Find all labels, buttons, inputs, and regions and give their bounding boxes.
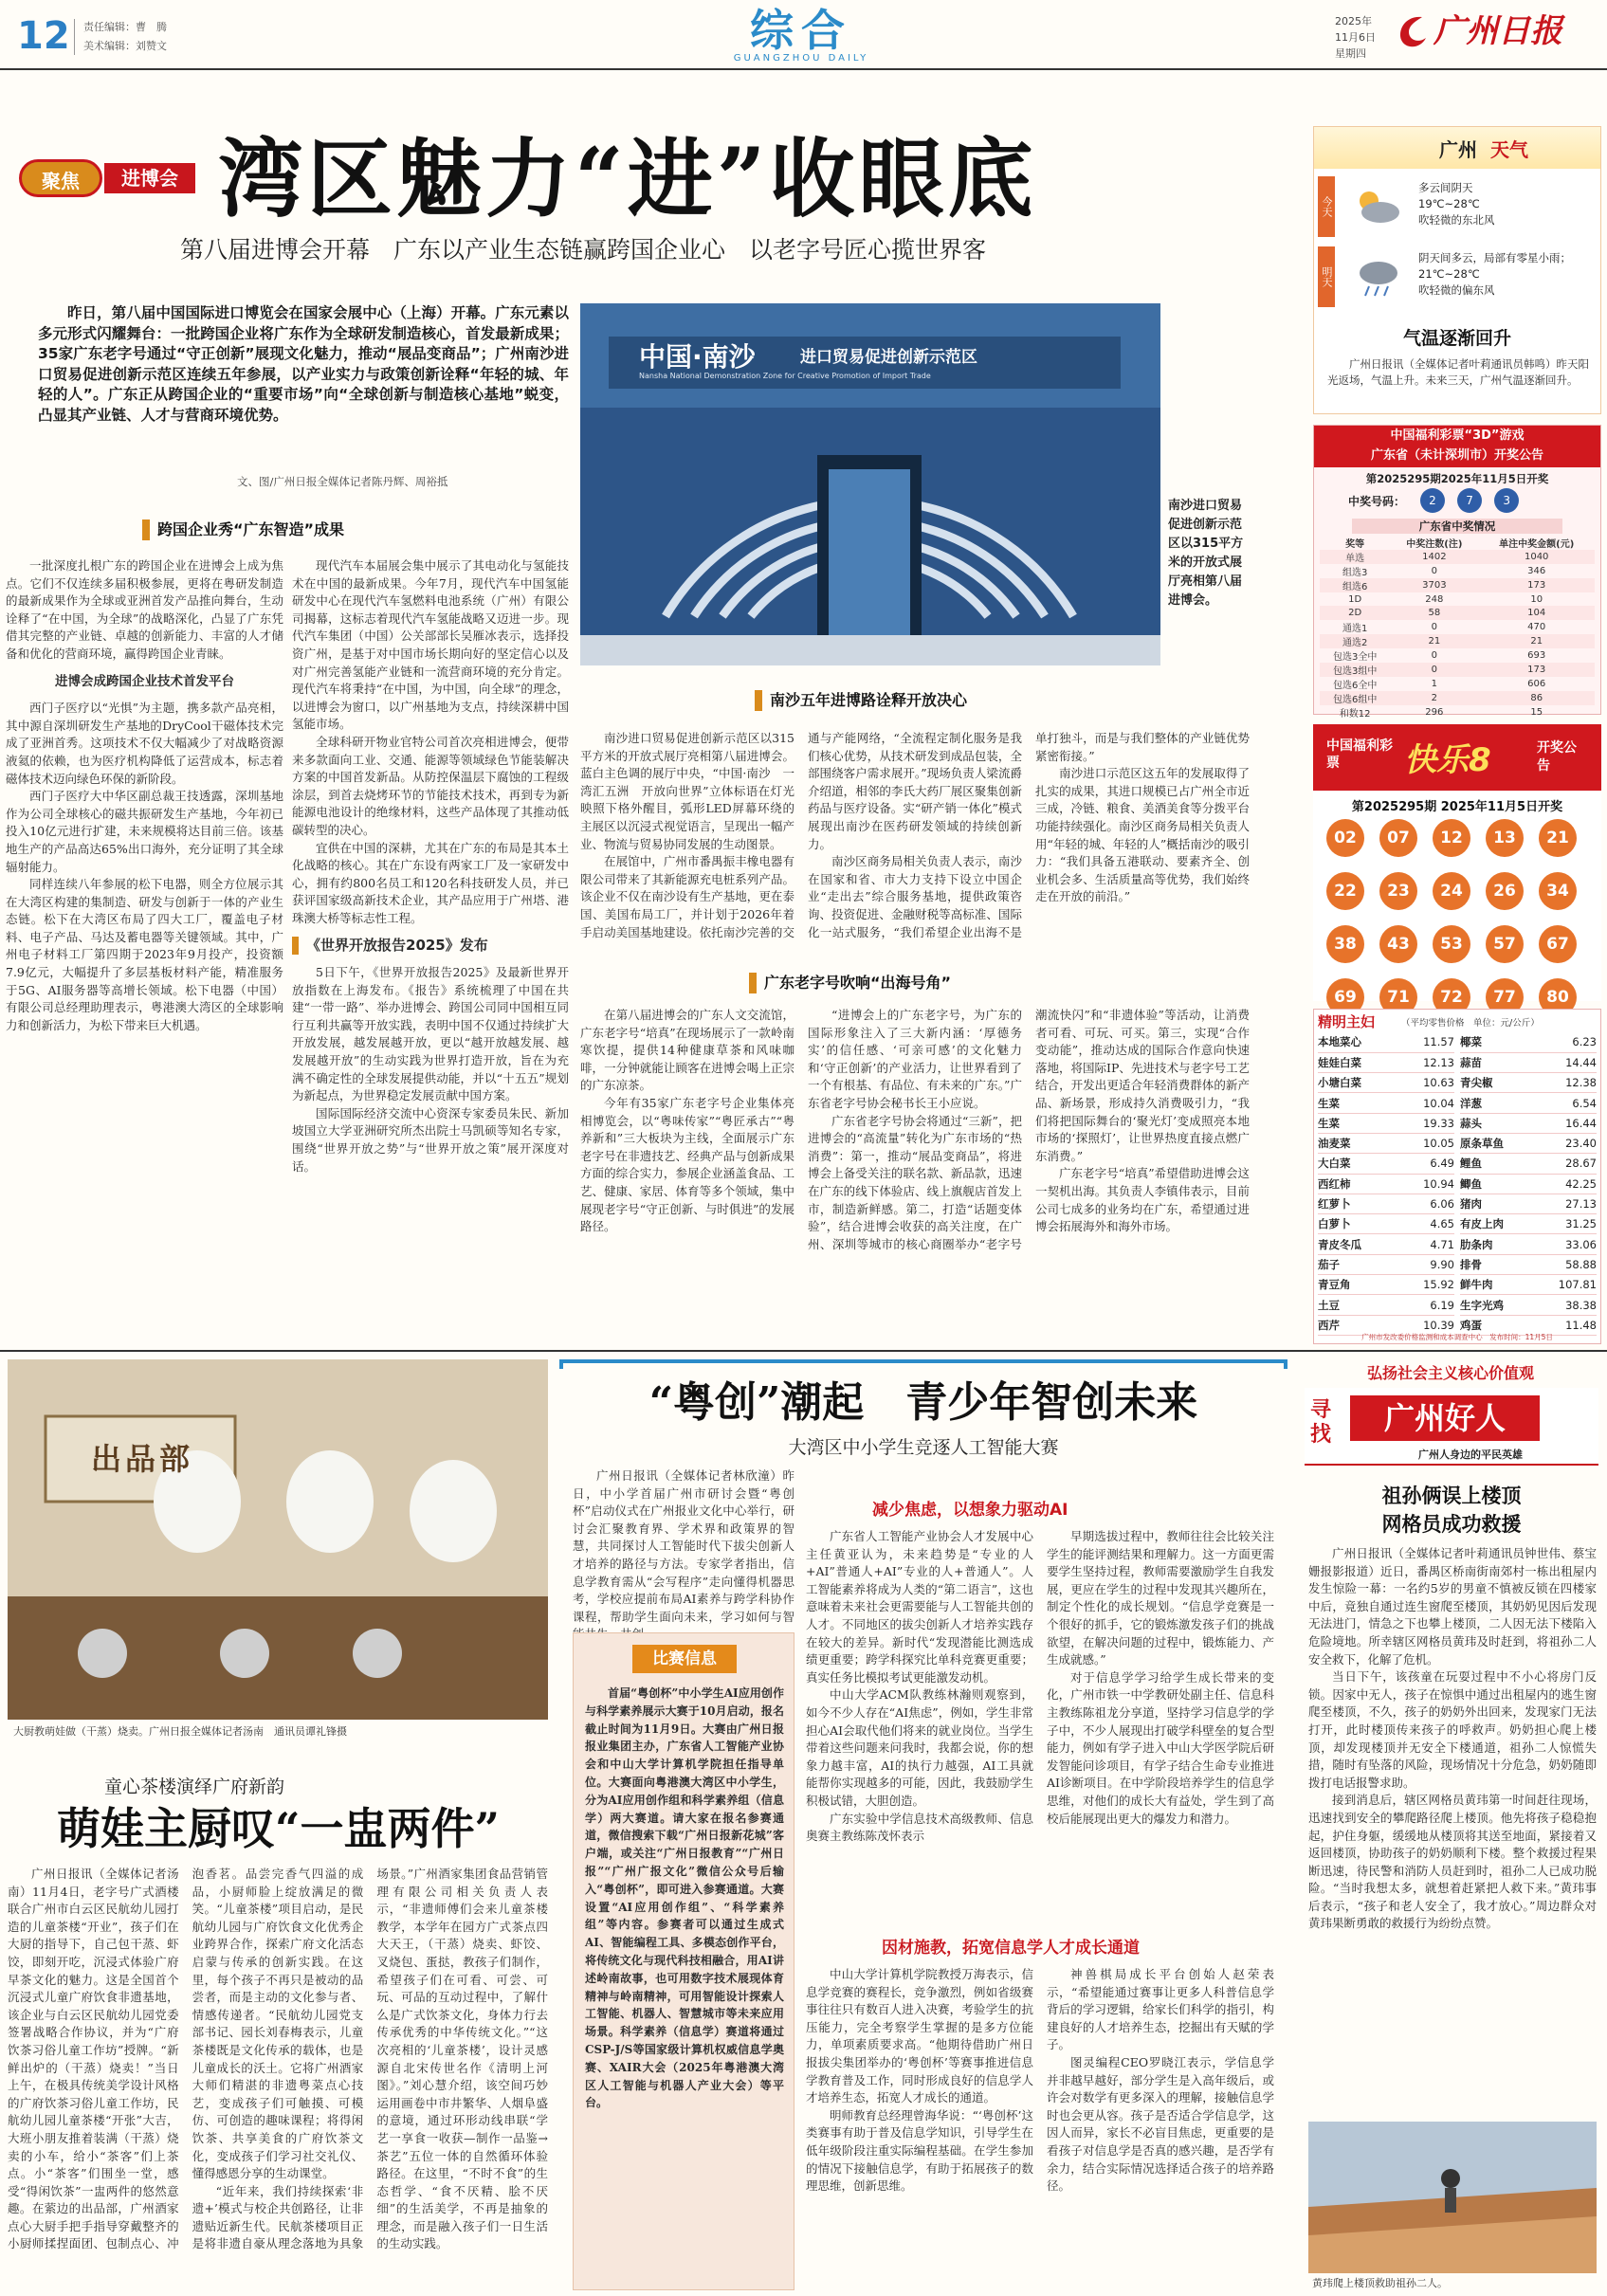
date-line-2: 11月6日 bbox=[1335, 31, 1376, 44]
veg-price-row bbox=[1460, 1214, 1597, 1234]
ai-sub2: 因材施教，拓宽信息学人才成长通道 bbox=[882, 1939, 1140, 1958]
veg-price-box bbox=[1313, 1009, 1601, 1344]
veg-price-source: 广州市发改委价格监测和成本调查中心 发布时间：11月5日 bbox=[1361, 1333, 1553, 1341]
goodman-tagline: 广州人身边的平民英雄 bbox=[1418, 1449, 1523, 1461]
veg-price: 6.19 bbox=[1397, 1295, 1454, 1315]
lottery-3d-label: 中奖号码： bbox=[1348, 495, 1406, 508]
lottery-3d-issue: 第2025295期2025年11月5日开奖 bbox=[1365, 472, 1549, 485]
veg-price-row bbox=[1460, 1275, 1597, 1295]
rooftop-rescue-photo bbox=[1308, 2122, 1597, 2273]
ai-p5: 中山大学ACM队教练林瀚则观察到，如今不少人存在“AI焦虑”，例如，学生非常担心AI会取代他们将来的就业岗位。当学生带着这些问题来问我时，我都会说，你的想象力越丰富，AI的执行力越强，AI工具就能帮你实现越多的可能，因此，我鼓励学生积极试错，大胆创造。 bbox=[806, 1687, 1033, 1808]
veg-name: 青皮冬瓜 bbox=[1318, 1234, 1397, 1254]
veg-name: 红萝卜 bbox=[1318, 1194, 1397, 1213]
veg-price-row bbox=[1460, 1133, 1597, 1153]
lottery-3d-cell: 包选3组中 bbox=[1332, 665, 1378, 677]
kl8-ball: 13 bbox=[1486, 819, 1524, 857]
goodman-brand-box bbox=[1305, 1388, 1598, 1466]
lottery-3d bbox=[1313, 425, 1601, 720]
weather-title-bar bbox=[1314, 127, 1600, 169]
kl8-ball: 69 bbox=[1326, 978, 1364, 1016]
veg-name: 大白菜 bbox=[1318, 1154, 1397, 1174]
veg-price-row bbox=[1318, 1133, 1454, 1153]
lottery-3d-cell: 0 bbox=[1431, 566, 1438, 576]
kl8-ball: 22 bbox=[1326, 872, 1364, 910]
veg-name: 洋葱 bbox=[1460, 1093, 1533, 1113]
photo-sign-en: Nansha National Demonstration Zone for Creative Promotion of Import Trade bbox=[639, 372, 931, 380]
veg-name: 白萝卜 bbox=[1318, 1214, 1397, 1234]
lead-tag-focus: 聚焦 bbox=[19, 159, 102, 197]
date-line-3: 星期四 bbox=[1335, 47, 1366, 60]
kl8-ball: 43 bbox=[1379, 925, 1417, 963]
designer-credit: 美术编辑：刘赞文 bbox=[83, 40, 167, 52]
veg-price-row bbox=[1318, 1154, 1454, 1174]
lottery-3d-cell: 470 bbox=[1527, 621, 1546, 632]
lead-intro: 昨日，第八届中国国际进口博览会在国家会展中心（上海）开幕。广东元素以多元形式闪耀舞台：一批跨国企业将广东作为全球研发制造核心，首发最新成果；35家广东老字号通过“守正创新”展现文化魅力，推动“展品变商品”；广州南沙进口贸易促进创新示范区连续五年参展，以产业实力与政策创新诠释“年轻的城、年轻的人”。广东正从跨国企业的“重要市场”向“全球创新与制造核心基地”蜕变，凸显其产业链、人才与营商环境优势。 bbox=[38, 304, 569, 424]
ai-headline: “粤创”潮起 青少年智创未来 bbox=[648, 1378, 1198, 1427]
ai-p10: 图灵编程CEO罗晓江表示，学信息学并非越早越好，部分学生是入高年级后，或许会对数学有更多深入的理解，接触信息学时也会更从容。孩子是否适合学信息学，这因人而异，家长不必盲目焦虑，更重要的是看孩子对信息学是否真的感兴趣，是否学有余力，结合实际情况选择适合孩子的培养路径。 bbox=[1047, 2054, 1274, 2194]
s3-title: 广东老字号吹响“出海号角” bbox=[749, 973, 951, 993]
veg-price-row bbox=[1318, 1214, 1454, 1234]
goodman-headline-2: 网格员成功救援 bbox=[1381, 1512, 1522, 1536]
s2-columns bbox=[580, 730, 1250, 967]
veg-price: 10.94 bbox=[1397, 1174, 1454, 1194]
veg-price-row bbox=[1318, 1174, 1454, 1194]
veg-price-row bbox=[1460, 1093, 1597, 1113]
veg-price-row bbox=[1460, 1052, 1597, 1072]
veg-price: 12.13 bbox=[1397, 1052, 1454, 1072]
s1-column-b bbox=[292, 557, 569, 1344]
s1-p7: 宜供在中国的深耕，尤其在广东的布局是其本土化战略的核心。其在广东设有两家工厂及一家研发中心，拥有约800名员工和120名科技研发人员，并已获评国家级高新技术企业，其产品应用于广州塔、港珠澳大桥等标志性工程。 bbox=[292, 840, 569, 925]
veg-name: 鸡蛋 bbox=[1460, 1315, 1533, 1335]
lottery-3d-cell: 173 bbox=[1527, 580, 1546, 591]
kl8-ball: 26 bbox=[1486, 872, 1524, 910]
s3-p2: 今年有35家广东老字号企业集体亮相博览会，以“粤味传家”“粤匠承古”“粤养新和”三大板块为主线，全面展示广东老字号在非遗技艺、经典产品与创新成果方面的综合实力，参展企业涵盖食品、工艺、健康、家居、体育等多个领域，集中展现老字号“守正创新、与时俱进”的发展路径。 bbox=[580, 1095, 794, 1234]
veg-price-title: 精明主妇 bbox=[1318, 1013, 1376, 1030]
veg-name: 肋条肉 bbox=[1460, 1234, 1533, 1254]
kl8-ball: 24 bbox=[1433, 872, 1470, 910]
weather-today-label: 今天 bbox=[1318, 176, 1335, 237]
lottery-3d-cell: 单选 bbox=[1345, 554, 1365, 564]
rooftop-photo-caption: 黄玮爬上楼顶救助祖孙二人。 bbox=[1312, 2277, 1448, 2289]
lottery-3d-cell: 组选3 bbox=[1342, 568, 1368, 578]
veg-price-row bbox=[1318, 1093, 1454, 1113]
kl8-ball: 80 bbox=[1539, 978, 1577, 1016]
veg-price: 38.38 bbox=[1533, 1295, 1597, 1315]
s2-p3: 南沙区商务局相关负责人表示，南沙在国家和省、市大力支持下设立中国企业“走出去”综合服务基地，提供政策咨询、投资促进、金融财税等高标准、国际化一站式服务，“我们希望企业出海不是单打独斗，而是与我们整体的产业链优势紧密衔接。” bbox=[808, 731, 1250, 939]
veg-price-row bbox=[1318, 1073, 1454, 1093]
s1-column-a bbox=[6, 557, 283, 1344]
lottery-3d-cell: 86 bbox=[1530, 692, 1543, 703]
veg-price: 6.06 bbox=[1397, 1194, 1454, 1213]
lottery-3d-table-title: 广东省中奖情况 bbox=[1352, 519, 1562, 534]
masthead-rule bbox=[0, 68, 1607, 70]
veg-price-right bbox=[1460, 1032, 1597, 1336]
photo-sign-chupinbu: 出品部 bbox=[91, 1441, 194, 1477]
page-number: 12 bbox=[17, 14, 70, 58]
chef-photo-caption: 大厨教萌娃做（干蒸）烧卖。广州日报全媒体记者汤南 通讯员谭礼锋摄 bbox=[13, 1725, 347, 1738]
veg-name: 蒜苗 bbox=[1460, 1052, 1533, 1072]
weather-today-desc: 多云间阴天 19℃~28℃ 吹轻微的东北风 bbox=[1418, 181, 1495, 227]
veg-price: 11.48 bbox=[1533, 1315, 1597, 1335]
veg-price-row bbox=[1460, 1234, 1597, 1254]
lottery-3d-number: 3 bbox=[1494, 488, 1519, 513]
veg-price-row bbox=[1318, 1032, 1454, 1052]
ai-frame-top bbox=[559, 1359, 1287, 1369]
lottery-3d-cell: 1D bbox=[1348, 593, 1362, 605]
lottery-3d-row bbox=[1320, 648, 1595, 663]
veg-price: 4.71 bbox=[1397, 1234, 1454, 1254]
veg-name: 蒜头 bbox=[1460, 1113, 1533, 1133]
veg-price-row bbox=[1460, 1194, 1597, 1213]
lottery-3d-cell: 包选6组中 bbox=[1332, 694, 1378, 705]
veg-name: 茄子 bbox=[1318, 1254, 1397, 1274]
kl8-box bbox=[1313, 724, 1601, 1007]
lottery-3d-cell: 3703 bbox=[1422, 580, 1447, 591]
kl8-ball: 77 bbox=[1486, 978, 1524, 1016]
lottery-3d-number: 7 bbox=[1457, 488, 1482, 513]
goodman-text bbox=[1308, 1545, 1597, 2118]
kl8-ball: 72 bbox=[1433, 978, 1470, 1016]
veg-price: 4.65 bbox=[1397, 1214, 1454, 1234]
lead-tag-expo: 进博会 bbox=[104, 163, 195, 193]
weather-text: 广州日报讯（全媒体记者叶莉通讯员韩鸣）昨天阳光返场，气温上升。未来三天，广州气温逐渐回升。 bbox=[1327, 357, 1589, 387]
kl8-org: 中国福利彩票 bbox=[1326, 738, 1393, 771]
s1-title: 跨国企业秀“广东智造”成果 bbox=[142, 519, 344, 540]
lottery-3d-cell: 0 bbox=[1431, 664, 1438, 675]
weather-box bbox=[1313, 126, 1601, 414]
ai-p6: 广东实验中学信息技术高级教师、信息奥赛主教练陈茂怀表示 bbox=[806, 1811, 1033, 1844]
veg-name: 生菜 bbox=[1318, 1093, 1397, 1113]
lottery-3d-header-cell: 单注中奖金额(元) bbox=[1499, 539, 1575, 550]
lottery-3d-row bbox=[1320, 550, 1595, 564]
s1-p8: 5日下午，《世界开放报告2025》及最新世界开放指数在上海发布。《报告》系统梳理了中国在共建“一带一路”、举办进博会、跨国公司同中国相互同行互利共赢等开放实践，表明中国不仅通过持续扩大开放发展，越发展越开放，更以“越开放越发展、越发展越开放”的生动实践为世界打造开放，旨在为充满不确定性的全球发展提供动能，并以“十五五”规划为新起点，为世界稳定发展贡献中国方案。 bbox=[292, 965, 569, 1103]
lottery-3d-cell: 2D bbox=[1348, 607, 1362, 618]
veg-price: 58.88 bbox=[1533, 1254, 1597, 1274]
chef-columns bbox=[8, 1866, 548, 2290]
lottery-3d-cell: 通选1 bbox=[1342, 623, 1368, 634]
veg-price: 19.33 bbox=[1397, 1113, 1454, 1133]
section-divider bbox=[0, 1350, 1607, 1352]
veg-price-row bbox=[1460, 1295, 1597, 1315]
goodman-headline-1: 祖孙俩误上楼顶 bbox=[1381, 1484, 1522, 1507]
kl8-issue: 第2025295期 2025年11月5日开奖 bbox=[1351, 800, 1563, 814]
kl8-ball: 23 bbox=[1379, 872, 1417, 910]
lottery-3d-cell: 1402 bbox=[1422, 552, 1447, 562]
veg-price-row bbox=[1318, 1052, 1454, 1072]
lottery-3d-header-cell: 中奖注数(注) bbox=[1406, 539, 1463, 550]
lottery-3d-cell: 21 bbox=[1428, 635, 1441, 647]
ai-col-d bbox=[806, 1966, 1033, 2290]
veg-price-right-rows bbox=[1460, 1032, 1597, 1335]
kl8-ball: 12 bbox=[1433, 819, 1470, 857]
ai-subhead: 大湾区中小学生竞逐人工智能大赛 bbox=[788, 1437, 1059, 1458]
veg-name: 鲜牛肉 bbox=[1460, 1275, 1533, 1295]
veg-price: 23.40 bbox=[1533, 1133, 1597, 1153]
veg-price: 33.06 bbox=[1533, 1234, 1597, 1254]
kl8-ball: 57 bbox=[1486, 925, 1524, 963]
lottery-3d-title2: 广东省（未计深圳市）开奖公告 bbox=[1370, 448, 1543, 463]
lottery-3d-row bbox=[1320, 705, 1595, 720]
lottery-3d-header bbox=[1314, 426, 1600, 467]
veg-price-row bbox=[1318, 1275, 1454, 1295]
lottery-3d-row bbox=[1320, 578, 1595, 592]
weather-headline: 气温逐渐回升 bbox=[1402, 328, 1511, 349]
veg-price-row bbox=[1318, 1234, 1454, 1254]
ai-p8: 明师教育总经理曾海华说：“‘粤创杯’这类赛事有助于普及信息学知识，引导学生在低年级阶段注重实际编程基础。在学生参加的情况下接触信息学，有助于拓展孩子的数理思维，创新思维。 bbox=[806, 2107, 1033, 2194]
masthead-divider bbox=[74, 19, 75, 55]
lottery-3d-cell: 0 bbox=[1431, 621, 1438, 632]
veg-name: 原条草鱼 bbox=[1460, 1133, 1533, 1153]
lottery-3d-cell: 包选3全中 bbox=[1332, 651, 1378, 663]
lottery-3d-cell: 0 bbox=[1431, 649, 1438, 661]
veg-name: 小塘白菜 bbox=[1318, 1073, 1397, 1093]
ai-p7: 中山大学计算机学院教授万海表示，信息学竞赛的赛程长，竞争激烈，例如省级赛事往往只有数百人进入决赛，考验学生的抗压能力，完全考察学生掌握的是多方位能力，单项素质要求高。“他期待借助广州日报拔尖集团举办的‘粤创杯’等赛事推进信息学教育普及工作，同时形成良好的信息学人才培养生态，拓宽人才成长的通道。 bbox=[806, 1967, 1033, 2105]
lottery-3d-cell: 1040 bbox=[1524, 552, 1549, 562]
goodman-brand: 广州好人 bbox=[1350, 1395, 1540, 1441]
s3-columns bbox=[580, 1007, 1250, 1344]
lottery-3d-table bbox=[1320, 536, 1595, 720]
veg-price-row bbox=[1318, 1194, 1454, 1213]
nansha-pavilion-photo bbox=[580, 303, 1160, 665]
lead-tag bbox=[19, 159, 199, 197]
competition-text: 首届“粤创杯”中小学生AI应用创作与科学素养展示大赛于10月启动，报名截止时间为11月9日。大赛由广州日报报业集团主办，广东省人工智能产业协会和中山大学计算机学院担任指导单位。大赛面向粤港澳大湾区中小学生，分为AI应用创作组和科学素养组（信息学）两大赛道。请大家在报名参赛通道，微信搜索下载“广州日报新花城”客户端，或关注“广州日报教育”“广州日报”“广州广报文化”微信公众号后输入“粤创杯”，即可进入参赛通道。大赛设置“AI应用创作组”、“科学素养组”等内容。参赛者可以通过生成式AI、智能编程工具、多模态创作平台，将传统文化与现代科技相融合，用AI讲述岭南故事，也可用数字技术展现体育精神与岭南精神，可用智能设计探索人工智能、机器人、智慧城市等未来应用场景。科学素养（信息学）赛道将通过CSP-J/S等国家级计算机权威信息学奥赛、XAIR大会（2025年粤港澳大湾区人工智能与机器人产业大会）等平台。 bbox=[585, 1686, 784, 2110]
lottery-3d-cell: 58 bbox=[1428, 607, 1441, 618]
veg-price: 12.38 bbox=[1533, 1073, 1597, 1093]
lottery-3d-cell: 组选6 bbox=[1342, 582, 1368, 592]
lottery-3d-cell: 通选2 bbox=[1342, 637, 1368, 648]
veg-name: 青豆角 bbox=[1318, 1275, 1397, 1295]
veg-price: 31.25 bbox=[1533, 1214, 1597, 1234]
goodman-banner: 弘扬社会主义核心价值观 bbox=[1366, 1364, 1534, 1382]
kl8-banner bbox=[1313, 724, 1601, 791]
veg-price-row bbox=[1460, 1113, 1597, 1133]
lottery-3d-cell: 2 bbox=[1431, 692, 1438, 703]
s2-p1: 南沙进口贸易促进创新示范区以315平方米的开放式展厅亮相第八届进博会。蓝白主色调的展厅中央，“中国·南沙 一湾汇五洲 开放向世界”立体标语在灯光映照下格外醒目，弧形LED屏幕环绕的主展区以沉浸式视觉语言，呈现出一幅产业、物流与贸易协同发展的生动图景。 bbox=[580, 731, 794, 851]
lottery-3d-cell: 1 bbox=[1431, 678, 1438, 689]
veg-price: 16.44 bbox=[1533, 1113, 1597, 1133]
kl8-ball: 07 bbox=[1379, 819, 1417, 857]
lottery-3d-numbers bbox=[1420, 488, 1534, 513]
veg-price: 11.57 bbox=[1397, 1032, 1454, 1052]
ai-p2: 广东省人工智能产业协会人才发展中心主任黄亚认为，未来趋势是“专业的人+AI”普通人+AI”专业的人+普通人”。人工智能素养将成为人类的“第二语言”，这也意味着未来社会更需要能与人工智能共创的人才。不同地区的拔尖创新人才培养实践存在较大的差异。新时代“发现潜能比测选成绩更重要；跨学科探究比单科竞赛更重要；真实任务比模拟考试更能激发动机。 bbox=[806, 1529, 1033, 1685]
veg-price-row bbox=[1460, 1154, 1597, 1174]
editor-credit: 责任编辑：曹 腾 bbox=[83, 21, 167, 33]
veg-price: 10.63 bbox=[1397, 1073, 1454, 1093]
veg-name: 油麦菜 bbox=[1318, 1133, 1397, 1153]
ai-p3: 早期选拔过程中，教师往往会比较关注学生的能评测结果和理解力。这一方面更需要学生坚持过程，教师需要激励学生自我发展，更应在学生的过程中发现其兴趣所在，制定个性化的成长规划。“信息学竞赛是一个很好的抓手，它的锻炼激发孩子们的挑战欲望，在解决问题的过程中，锻炼能力、产生成就感。” bbox=[1047, 1529, 1274, 1667]
lead-byline: 文、图/广州日报全媒体记者陈丹辉、周裕抵 bbox=[237, 475, 448, 488]
section-title: 综合 bbox=[750, 5, 852, 56]
lottery-3d-cell: 15 bbox=[1530, 706, 1543, 718]
lottery-3d-row bbox=[1320, 620, 1595, 634]
s2-p2: 在展馆中，广州市番禺振丰橡电器有限公司带来了其新能源充电桩系列产品。该企业不仅在南沙设有生产基地，更在泰国、美国布局工厂，并计划于2026年着手启动美国基地建设。依托南沙完善的交通与产能网络，“全流程定制化服务是我们核心优势，从技术研发到成品包装，全部围绕客户需求展开。”现场负责人梁流爵介绍道，相邻的李氏大药厂展区聚集创新药品与医疗设备。实“研产销一体化”模式展现出南沙在医药研发领域的持续创新力。 bbox=[580, 731, 1022, 939]
s1-p6: 全球科研开物业官特公司首次亮相进博会，便带来多款面向工业、交通、能源等领域绿色节能装解决方案的中国首发新品。从防控保温层下腐蚀的工程级涂层，到首去烧烤环节的节能技术技术，再到专为新能源电池设计的绝缘材料，这些产品体现了其推动低碳转型的决心。 bbox=[292, 734, 569, 837]
s1-h2: 《世界开放报告2025》发布 bbox=[292, 937, 569, 955]
lottery-3d-cell: 和数12 bbox=[1339, 708, 1371, 720]
lottery-3d-cell: 104 bbox=[1527, 607, 1546, 618]
goodman-p1: 广州日报讯（全媒体记者叶莉通讯员钟世伟、蔡宝姗报影报道）近日，番禺区桥南街南郊村一栋出租屋内发生惊险一幕：一名约5岁的男童不慎被反锁在四楼家中后，竟独自通过连生窗爬至楼顶，其奶奶见因后发现无法进门，情急之下也攀上楼顶，二人因无法下楼陷入危险境地。所幸辖区网格员黄玮及时赶到，将祖孙二人安全救下，化解了危机。 bbox=[1308, 1546, 1597, 1667]
goodman-p2: 当日下午，该孩童在玩耍过程中不小心将房门反锁。因家中无人，孩子在惊惧中通过出租屋内的逃生窗爬至楼顶，不久，孩子的奶奶外出回来，发现家门无法打开，此时楼顶传来孩子的呼救声。奶奶担心爬上楼顶，却发现楼顶并无安全下楼通道，祖孙二人惊慌失措，随时有坠落的风险，现场情况十分危急，奶奶随即拨打电话报警求助。 bbox=[1308, 1669, 1597, 1790]
veg-name: 土豆 bbox=[1318, 1295, 1397, 1315]
veg-price-row bbox=[1460, 1254, 1597, 1274]
lottery-3d-row bbox=[1320, 663, 1595, 677]
veg-name: 鲤鱼 bbox=[1460, 1154, 1533, 1174]
veg-name: 生菜 bbox=[1318, 1113, 1397, 1133]
cloudy-icon bbox=[1352, 188, 1403, 226]
kl8-ball: 34 bbox=[1539, 872, 1577, 910]
lottery-3d-row bbox=[1320, 592, 1595, 606]
competition-box bbox=[573, 1632, 794, 2290]
s1-p3: 西门子医疗大中华区副总裁王技透露，深圳基地作为公司全球核心的磁共振研发生产基地，今年初已投入10亿元进行扩建，未来规模将达目前三倍。该基地生产的产品高达65%出口海外，充分证明了其全球辐射能力。 bbox=[6, 789, 283, 874]
photo-sign-title: 中国·南沙 bbox=[639, 341, 756, 373]
s1-p4: 同样连续八年参展的松下电器，则全方位展示其在大湾区构建的集制造、研发与创新于一体的产业生态链。松下在大湾区布局了四大工厂，覆盖电子材料、电子产品、马达及蓄电器等关键领域。其中，广州电子材料工厂第四期于2023年9月投产，投资额7.9亿元，大幅提升了多层基板材料产能，精准服务于5G、AI服务器等高增长领域。松下电器（中国）有限公司总经理助理表示，粤港澳大湾区的全球影响力和创新活力，为松下带来巨大机遇。 bbox=[6, 877, 283, 1032]
s1-h1: 进博会成跨国企业技术首发平台 bbox=[55, 673, 234, 689]
veg-name: 有皮上肉 bbox=[1460, 1214, 1533, 1234]
lottery-3d-cell: 693 bbox=[1527, 649, 1546, 661]
veg-name: 娃娃白菜 bbox=[1318, 1052, 1397, 1072]
kl8-notice: 开奖公告 bbox=[1537, 740, 1577, 774]
goodman-brand-pre: 寻找 bbox=[1310, 1397, 1332, 1447]
veg-price-row bbox=[1460, 1174, 1597, 1194]
goodman-p3: 接到消息后，辖区网格员黄玮第一时间赶往现场，迅速找到安全的攀爬路径爬上楼顶。他先将孩子稳稳抱起，护住身躯，缓缓地从楼顶将其送至地面，紧接着又返回楼顶，协助孩子的奶奶顺利下楼。整个救援过程果断迅速，待民警和消防人员赶到时，祖孙二人已成功脱险。“当时我想太多，就想着赶紧把人救下来。”黄玮事后表示，“孩子和老人安全了，我才放心。”周边群众对黄玮果断勇敢的救援行为纷纷点赞。 bbox=[1308, 1793, 1597, 1931]
veg-price-row bbox=[1318, 1254, 1454, 1274]
lottery-3d-row bbox=[1320, 634, 1595, 648]
weather-city: 广州 bbox=[1439, 138, 1477, 161]
weather-tomorrow-label: 明天 bbox=[1318, 246, 1335, 307]
veg-name: 生字光鸡 bbox=[1460, 1295, 1533, 1315]
lottery-3d-cell: 包选6全中 bbox=[1332, 680, 1378, 691]
veg-price: 6.23 bbox=[1533, 1032, 1597, 1052]
veg-price: 10.39 bbox=[1397, 1315, 1454, 1335]
kl8-ball: 38 bbox=[1326, 925, 1364, 963]
veg-price-unit: （平均零售价格 单位：元/公斤） bbox=[1401, 1018, 1540, 1029]
s1-p1: 一批深度扎根广东的跨国企业在进博会上成为焦点。它们不仅连续多届积极参展，更将在粤研发制造的最新成果作为全球或亚洲首发产品推向舞台，生动诠释了“在中国，为全球”的战略深化，凸显了广东凭借其完整的产业链、卓越的创新能力、丰富的人才储备和优化的营商环境，赢得跨国企业青睐。 bbox=[6, 558, 283, 661]
lottery-3d-cell: 248 bbox=[1425, 593, 1444, 605]
lead-headline: 湾区魅力“进”收眼底 bbox=[218, 129, 1037, 229]
veg-name: 西红柿 bbox=[1318, 1174, 1397, 1194]
veg-name: 本地菜心 bbox=[1318, 1032, 1397, 1052]
ai-col-e bbox=[1047, 1966, 1274, 2290]
veg-name: 排骨 bbox=[1460, 1254, 1533, 1274]
newspaper-logo bbox=[1394, 9, 1583, 55]
veg-price-row bbox=[1318, 1295, 1454, 1315]
ai-p4: 对于信息学学习给学生成长带来的变化，广州市铁一中学教研处副主任、信息科主教练陈祖龙分享道，坚持学习信息学的学子中，不少人展现出打破学科壁垒的复合型能力，例如有学子进入中山大学医学院后研发智能问诊项目，有学子结合生命专业推进AI诊断项目。在中学阶段培养学生的信息学思维，对他们的成长大有益处，学生到了高校后能展现出更大的爆发力和潜力。 bbox=[1047, 1669, 1274, 1826]
s3-p3: “进博会上的广东老字号，为广东的国际形象注入了三大新内涵：‘厚德务实’的信任感、‘可亲可感’的文化魅力和‘守正创新’的产业活力，让世界看到了一个有根基、有品位、有未来的广东。”广东省老字号协会秘书长王小应说。 bbox=[808, 1008, 1022, 1110]
kl8-ball: 67 bbox=[1539, 925, 1577, 963]
veg-price-left bbox=[1318, 1032, 1454, 1336]
kl8-balls bbox=[1326, 819, 1592, 1016]
lead-subhead: 第八届进博会开幕 广东以产业生态链赢跨国企业心 以老字号匠心揽世界客 bbox=[180, 236, 987, 264]
ai-col-a bbox=[573, 1467, 794, 1623]
weather-label: 天气 bbox=[1490, 138, 1528, 161]
masthead bbox=[0, 0, 1607, 71]
chef-p2: “近年来，我们持续探索‘非遗+’模式与校企共创路径，让非遗贴近新生代。民航茶楼项目正是将非遗自豪从理念落地为具象场景。”广州酒家集团食品营销管理有限公司相关负责人表示，“非遗师傅们会来儿童茶楼教学，本学年在园方广式茶点四大天王，（干蒸）烧卖、虾饺、叉烧包、蛋挞，教孩子们制作，希望孩子们在可看、可尝、可玩、可品的互动过程中，了解什么是广式饮茶文化，身体力行去传承优秀的中华传统文化。”“这次亮相的‘儿童茶楼’，设计灵感源自北宋传世名作《清明上河图》。”刘心慧介绍，该空间巧妙运用画卷中市井繁华、人烟阜盛的意境，通过环形动线串联“学艺一享食一收获—制作一品鉴→茶艺”五位一体的自然循环体验路径。在这里，“不时不食”的生态哲学、“食不厌精、脍不厌细”的生活美学，不再是抽象的理念，而是融入孩子们一日生活的生动实践。 bbox=[192, 1867, 548, 2251]
veg-name: 青尖椒 bbox=[1460, 1073, 1533, 1093]
lottery-3d-cell: 346 bbox=[1527, 566, 1546, 576]
weather-tomorrow-desc: 阴天间多云，局部有零星小雨；21℃~28℃ 吹轻微的偏东风 bbox=[1418, 251, 1571, 297]
chef-kicker: 童心茶楼演绎广府新韵 bbox=[104, 1777, 285, 1797]
kids-teahouse-photo bbox=[8, 1359, 548, 1720]
lottery-3d-title1: 中国福利彩票“3D”游戏 bbox=[1390, 428, 1525, 443]
s1-p2: 西门子医疗以“光惧”为主题，携多款产品亮相，其中源自深圳研发生产基地的DryCool干磁体技术完成了亚洲首秀。这项技术不仅大幅减少了对战略资源液氦的依赖，也为医疗机构降低了运营成本，标志着磁体技术迈向绿色环保的新阶段。 bbox=[6, 701, 283, 786]
veg-price: 27.13 bbox=[1533, 1194, 1597, 1213]
veg-price-row bbox=[1460, 1032, 1597, 1052]
veg-name: 鲫鱼 bbox=[1460, 1174, 1533, 1194]
kl8-ball: 21 bbox=[1539, 819, 1577, 857]
s3-p5: 广东老字号“培真”希望借助进博会这一契机出海。其负责人李镇伟表示，目前公司七成多的业务均在广东，希望通过进博会拓展海外和海外市场。 bbox=[1035, 1166, 1250, 1234]
ai-p9: 神兽棋局成长平台创始人赵荣表示，“希望能通过赛事让更多人科普信息学背后的学习逻辑，给家长们科学的指引，构建良好的人才培养生态，挖掘出有天赋的学子。 bbox=[1047, 1967, 1274, 2052]
veg-price: 42.25 bbox=[1533, 1174, 1597, 1194]
lottery-3d-row bbox=[1320, 606, 1595, 619]
s2-title: 南沙五年进博路诠释开放决心 bbox=[755, 690, 967, 711]
veg-name: 猪肉 bbox=[1460, 1194, 1533, 1213]
kl8-ball: 53 bbox=[1433, 925, 1470, 963]
lottery-3d-cell: 173 bbox=[1527, 664, 1546, 675]
s3-p1: 在第八届进博会的广东人文交流馆，广东老字号“培真”在现场展示了一款岭南寒饮提，提供14种健康草茶和风味咖啡，一分钟就能让顾客在进博会喝上正宗的广东凉茶。 bbox=[580, 1008, 794, 1093]
ai-col-b bbox=[806, 1528, 1033, 1924]
veg-price: 9.90 bbox=[1397, 1254, 1454, 1274]
lottery-3d-cell: 10 bbox=[1530, 593, 1543, 605]
ai-col-c bbox=[1047, 1528, 1274, 1924]
veg-name: 椰菜 bbox=[1460, 1032, 1533, 1052]
veg-price: 15.92 bbox=[1397, 1275, 1454, 1295]
lottery-3d-number: 2 bbox=[1420, 488, 1445, 513]
date-line-1: 2025年 bbox=[1335, 15, 1372, 27]
s1-p9: 国际国际经济交流中心资深专家委员朱民、新加坡国立大学亚洲研究所杰出院士马凯硕等知名专家，围绕“世界开放之势”与“世界开放之策”展开深度对话。 bbox=[292, 1105, 569, 1174]
ai-sub1: 减少焦虑，以想象力驱动AI bbox=[872, 1501, 1068, 1520]
lottery-3d-row bbox=[1320, 691, 1595, 705]
lottery-3d-row bbox=[1320, 564, 1595, 578]
veg-price: 10.05 bbox=[1397, 1133, 1454, 1153]
competition-title: 比赛信息 bbox=[632, 1645, 737, 1673]
lead-photo-caption: 南沙进口贸易促进创新示范区以315平方米的开放式展厅亮相第八届进博会。 bbox=[1168, 499, 1244, 608]
s1-p5: 现代汽车本届展会集中展示了其电动化与氢能技术在中国的最新成果。今年7月，现代汽车中国氢能研发中心在现代汽车氢燃料电池系统（广州）有限公司揭幕，这标志着现代汽车氢能战略又迈进一步。现代汽车集团（中国）公关部部长吴雁冰表示，选择投资广州，是基于对中国市场长期向好的坚定信心以及对广州完善氢能产业链和一流营商环境的充分肯定。现代汽车将秉持“在中国，为中国，向全球”的理念，以进博会为窗口，以广州基地为支点，持续深耕中国氢能市场。 bbox=[292, 558, 569, 732]
veg-price-row bbox=[1460, 1073, 1597, 1093]
veg-price-left-rows bbox=[1318, 1032, 1454, 1335]
veg-price: 107.81 bbox=[1533, 1275, 1597, 1295]
lottery-3d-cell: 21 bbox=[1530, 635, 1543, 647]
veg-name: 西芹 bbox=[1318, 1315, 1397, 1335]
section-en: GUANGZHOU DAILY bbox=[733, 53, 869, 64]
kl8-name: 快乐8 bbox=[1404, 741, 1491, 779]
s3-p4: 广东省老字号协会将通过“三新”，把进博会的“高流量”转化为广东市场的“热消费”：第一，推动“展品变商品”，将进博会上备受关注的联名款、新品款，迅速在广东的线下体验店、线上旗舰店首发上市，制造新鲜感。第二，打造“话题变体验”，结合进博会收获的高关注度，在广州、深圳等城市的核心商圈举办“老字号潮流快闪”和“非遗体验”等活动，让消费者可看、可玩、可买。第三，实现“合作变动能”，推动达成的国际合作意向快速落地，将国际IP、先进技术与老字号工艺结合，开发出更适合年轻消费群体的新产品、新场景，形成持久消费吸引力，“我们将把国际舞台的‘聚光灯’变成照亮本地市场的‘探照灯’，让世界热度直接点燃广东消费。” bbox=[808, 1008, 1250, 1251]
lottery-3d-row bbox=[1320, 677, 1595, 691]
lottery-3d-cell: 296 bbox=[1425, 706, 1444, 718]
kl8-ball: 71 bbox=[1379, 978, 1417, 1016]
paper-name: 广州日报 bbox=[1434, 12, 1562, 50]
veg-price: 10.04 bbox=[1397, 1093, 1454, 1113]
kl8-ball: 02 bbox=[1326, 819, 1364, 857]
chef-headline: 萌娃主厨叹“一盅两件” bbox=[57, 1803, 500, 1854]
photo-sign-sub: 进口贸易促进创新示范区 bbox=[800, 348, 977, 367]
s2-p4: 南沙进口示范区这五年的发展取得了扎实的成果，其进口规模已占广州全市近三成，冷链、粮食、美酒美食等分拨平台功能持续强化。南沙区商务局相关负责人用“年轻的城、年轻的人”概括南沙的吸引力：“我们具备五港联动、要素齐全、创业机会多、生活质量高等优势，我们始终走在开放的前沿。” bbox=[1035, 766, 1250, 904]
veg-price: 6.49 bbox=[1397, 1154, 1454, 1174]
chef-p1: 广州日报讯（全媒体记者汤南）11月4日，老字号广式酒楼联合广州市白云区民航幼儿园打造的儿童茶楼“开业”，孩子们在大厨的指导下，自己包干蒸、虾饺，即刻开吃，沉浸式体验广府早茶文化的魅力。这是全国首个沉浸式儿童广府饮食非遗基地，该企业与白云区民航幼儿园党委签署战略合作协议，并为“广府饮茶习俗儿童工作坊”授牌。“新鲜出炉的（干蒸）烧卖！”当日上午，在极具传统美学设计风格的广府饮茶习俗儿童工作坊，民航幼儿园儿童茶楼“开张”大吉，大班小朋友推着装满（干蒸）烧卖的小车，给小“茶客”们上茶点。小“茶客”们围坐一堂，感受“得闲饮茶”一盅两件的悠然意趣。在萦边的出品部，广州酒家点心大厨手把手指导穿戴整齐的小厨师揉捏面团、包制点心、冲泡香茗。品尝完香气四溢的成品，小厨师脸上绽放满足的微笑。“儿童茶楼”项目启动，是民航幼儿园与广府饮食文化优秀企业跨界合作，探索广府文化活态启蒙与传承的创新实践。在这里，每个孩子不再只是被动的品尝者，而是主动的文化参与者、情感传递者。“民航幼儿园党支部书记、园长刘春梅表示，儿童茶楼既是文化传承的载体，也是儿童成长的沃土。它将广州酒家大师们精湛的非遗粤菜点心技艺，变成孩子们可触摸、可模仿、可创造的趣味课程；将得闲饮茶、共享美食的广府饮茶文化，变成孩子们学习社交礼仪、懂得感恩分享的生动课堂。 bbox=[8, 1867, 364, 2251]
rain-cloud-icon bbox=[1352, 256, 1403, 298]
ai-p1: 广州日报讯（全媒体记者林欣潼）昨日，中小学首届广州市研讨会暨“粤创杯”启动仪式在广州报业文化中心举行，研讨会汇聚教育界、学术界和政策界的智慧，共同探讨人工智能时代下拔尖创新人才培养的路径与方法。专家学者指出，信息学教育需从“会写程序”走向懂得机器思考，学校应提前布局AI素养与跨学科协作课程，帮助学生面向未来，学习如何与智 bbox=[573, 1468, 794, 1624]
veg-price: 14.44 bbox=[1533, 1052, 1597, 1072]
veg-price: 6.54 bbox=[1533, 1093, 1597, 1113]
lottery-3d-header-cell: 奖等 bbox=[1345, 539, 1365, 550]
lottery-3d-cell: 606 bbox=[1527, 678, 1546, 689]
veg-price-row bbox=[1318, 1113, 1454, 1133]
veg-price: 28.67 bbox=[1533, 1154, 1597, 1174]
lottery-3d-rows bbox=[1320, 550, 1595, 720]
